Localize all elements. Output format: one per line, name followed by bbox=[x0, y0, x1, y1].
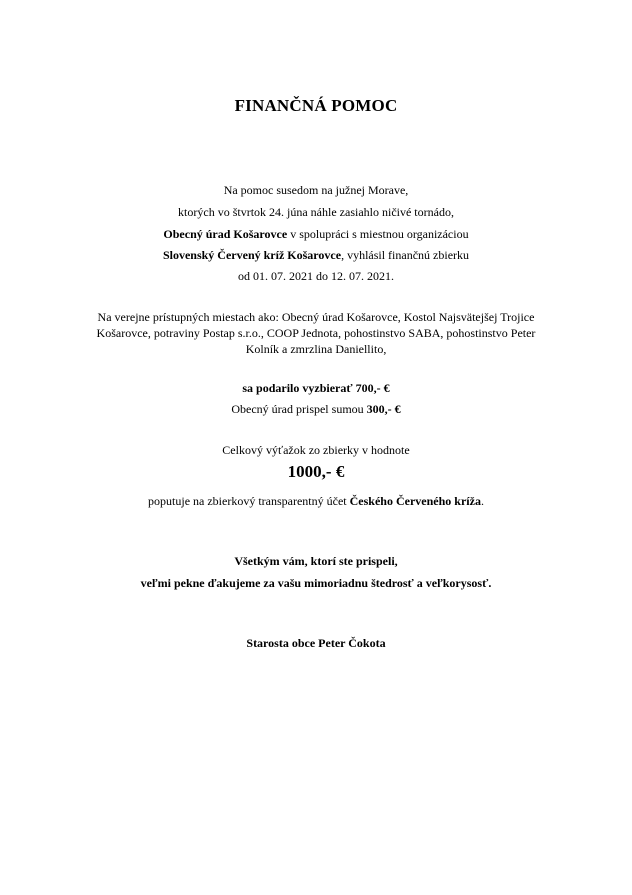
intro-line-3 bbox=[0, 225, 632, 243]
places-line-3: Kolník a zmrzlina Daniellito, bbox=[245, 342, 387, 356]
office-contribution bbox=[0, 400, 632, 418]
recipient-name: Českého Červeného kríža bbox=[349, 494, 481, 508]
intro-line-4-rest: , vyhlásil finančnú zbierku bbox=[341, 248, 470, 262]
partner-name: Slovenský Červený kríž Košarovce bbox=[162, 248, 342, 262]
intro-line-4 bbox=[0, 246, 632, 264]
office-contribution-amount: 300,- € bbox=[366, 402, 401, 416]
places-line-2: Košarovce, potraviny Postap s.r.o., COOP Jednota, pohostinstvo SABA, pohostinstvo Peter bbox=[96, 326, 536, 340]
office-contribution-text: Obecný úrad prispel sumou bbox=[231, 402, 367, 416]
total-destination bbox=[0, 492, 632, 510]
signature: Starosta obce Peter Čokota bbox=[246, 636, 386, 650]
total-destination-end: . bbox=[480, 494, 484, 508]
intro-line-1: Na pomoc susedom na južnej Morave, bbox=[223, 183, 409, 197]
intro-line-3-rest: v spolupráci s miestnou organizáciou bbox=[287, 227, 469, 241]
collected-amount: sa podarilo vyzbierať 700,- € bbox=[242, 381, 390, 395]
page-title: FINANČNÁ POMOC bbox=[234, 96, 398, 115]
places-line-1: Na verejne prístupných miestach ako: Obecný úrad Košarovce, Kostol Najsvätejšej Trojice bbox=[97, 310, 535, 324]
total-destination-text: poputuje na zbierkový transparentný účet bbox=[148, 494, 350, 508]
total-amount: 1000,- € bbox=[287, 462, 345, 481]
thanks-line-2: veľmi pekne ďakujeme za vašu mimoriadnu štedrosť a veľkorysosť. bbox=[140, 576, 492, 590]
organizer-name: Obecný úrad Košarovce bbox=[163, 227, 288, 241]
intro-line-2: ktorých vo štvrtok 24. júna náhle zasiahlo ničivé tornádo, bbox=[178, 205, 454, 219]
collection-dates: od 01. 07. 2021 do 12. 07. 2021. bbox=[238, 269, 394, 283]
thanks-line-1: Všetkým vám, ktorí ste prispeli, bbox=[234, 554, 398, 568]
total-intro: Celkový výťažok zo zbierky v hodnote bbox=[222, 443, 410, 457]
